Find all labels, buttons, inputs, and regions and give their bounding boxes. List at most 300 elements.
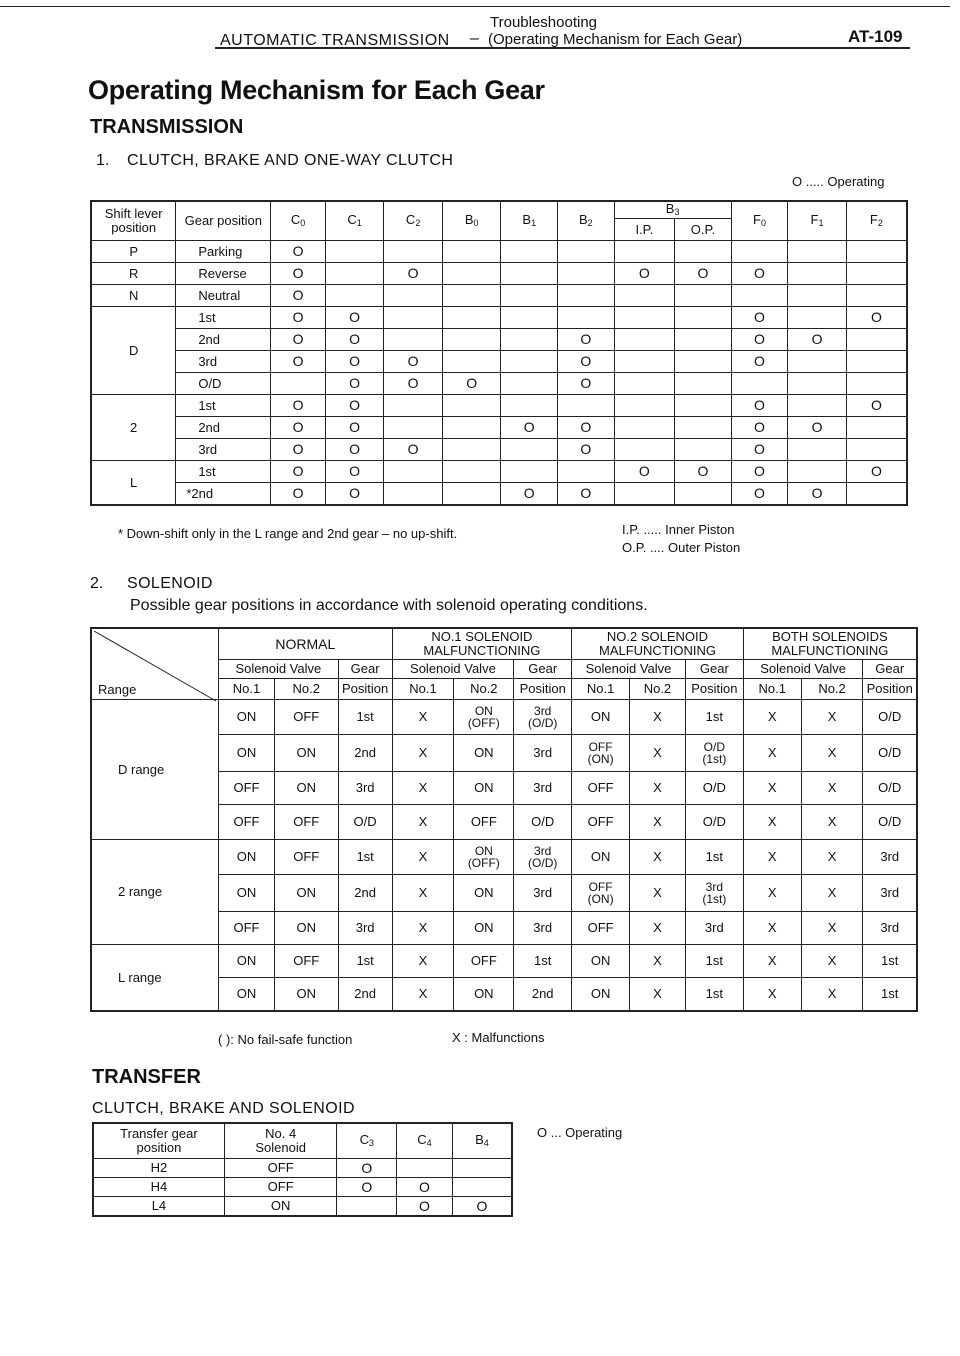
col-b4: $B_4$ bbox=[452, 1123, 512, 1159]
solenoid-cell bbox=[454, 840, 514, 875]
solenoid-cell: ON bbox=[572, 978, 630, 1012]
operating-cell: O bbox=[384, 351, 443, 373]
solenoid-cell: X bbox=[801, 875, 863, 912]
no2mal-no1: No.1 bbox=[572, 679, 630, 700]
solenoid-cell: ON bbox=[274, 875, 338, 912]
solenoid-cell: OFF bbox=[274, 945, 338, 978]
operating-cell bbox=[846, 285, 907, 307]
solenoid-table bbox=[90, 627, 918, 1012]
solenoid-cell: X bbox=[743, 700, 801, 735]
section2-title: SOLENOID bbox=[127, 575, 213, 592]
shift-lever-cell: 2 bbox=[91, 395, 176, 461]
solenoid-cell: X bbox=[630, 840, 686, 875]
operating-cell: O bbox=[675, 263, 732, 285]
section1-title: CLUTCH, BRAKE AND ONE-WAY CLUTCH bbox=[127, 152, 454, 169]
gear-position-cell: Neutral bbox=[176, 285, 271, 307]
solenoid-cell: ON bbox=[454, 912, 514, 945]
operating-cell bbox=[675, 439, 732, 461]
solenoid-cell: X bbox=[392, 875, 454, 912]
solenoid-cell: OFF bbox=[274, 805, 338, 840]
solenoid-cell: 3rd bbox=[863, 875, 917, 912]
stacked-value: ON (OFF) bbox=[467, 703, 500, 730]
solenoid-cell: X bbox=[743, 840, 801, 875]
solenoid-cell: X bbox=[801, 735, 863, 772]
bothmal-no1: No.1 bbox=[743, 679, 801, 700]
col-gear-position: Gear position bbox=[176, 201, 271, 241]
operating-cell: O bbox=[325, 329, 384, 351]
transfer-position-cell: L4 bbox=[93, 1197, 224, 1217]
operating-cell bbox=[442, 307, 501, 329]
operating-cell: O bbox=[325, 307, 384, 329]
range-cell: D range bbox=[91, 700, 219, 840]
operating-cell bbox=[558, 307, 615, 329]
solenoid-cell bbox=[454, 700, 514, 735]
solenoid-cell: ON bbox=[219, 945, 275, 978]
solenoid-cell: X bbox=[743, 978, 801, 1012]
note-failsafe: ( ): No fail-safe function bbox=[218, 1032, 353, 1047]
table-row bbox=[91, 373, 907, 395]
normal-header: NORMAL bbox=[219, 628, 393, 660]
stacked-value: 3rd (1st) bbox=[702, 879, 727, 906]
operating-cell bbox=[846, 373, 907, 395]
operating-cell bbox=[501, 241, 558, 263]
solenoid-cell: X bbox=[392, 945, 454, 978]
solenoid-cell: 2nd bbox=[338, 978, 392, 1012]
solenoid-cell: 1st bbox=[685, 945, 743, 978]
solenoid-cell: X bbox=[801, 978, 863, 1012]
solenoid-cell: ON bbox=[219, 978, 275, 1012]
bothmal-position: Position bbox=[863, 679, 917, 700]
col-b2: $B_2$ bbox=[558, 201, 615, 241]
col-shift-lever: Shift lever position bbox=[91, 201, 176, 241]
operating-cell: O bbox=[384, 373, 443, 395]
ip-note: I.P. ..... Inner Piston bbox=[622, 522, 735, 537]
solenoid-cell: X bbox=[392, 700, 454, 735]
operating-cell bbox=[846, 439, 907, 461]
operating-cell bbox=[846, 241, 907, 263]
operating-cell bbox=[614, 351, 675, 373]
solenoid-cell: ON bbox=[274, 912, 338, 945]
operating-cell bbox=[675, 395, 732, 417]
solenoid-cell: 1st bbox=[338, 700, 392, 735]
operating-cell: O bbox=[271, 395, 326, 417]
solenoid-cell: X bbox=[392, 912, 454, 945]
solenoid-cell: O/D bbox=[514, 805, 572, 840]
operating-cell bbox=[614, 395, 675, 417]
operating-cell bbox=[501, 285, 558, 307]
table-row bbox=[91, 439, 907, 461]
gear-position-cell: 3rd bbox=[176, 351, 271, 373]
operating-cell bbox=[325, 263, 384, 285]
stacked-value: 3rd (O/D) bbox=[528, 703, 558, 730]
operating-cell bbox=[442, 483, 501, 506]
operating-cell bbox=[846, 483, 907, 506]
col-c4: $C_4$ bbox=[397, 1123, 453, 1159]
operating-cell: O bbox=[614, 461, 675, 483]
solenoid-cell: X bbox=[801, 912, 863, 945]
operating-cell: O bbox=[558, 373, 615, 395]
operating-cell bbox=[846, 351, 907, 373]
header-sub-line1: Troubleshooting bbox=[490, 14, 598, 31]
table-row bbox=[93, 1197, 512, 1217]
operating-cell bbox=[384, 329, 443, 351]
solenoid-cell: 1st bbox=[863, 945, 917, 978]
operating-cell: O bbox=[271, 439, 326, 461]
solenoid-cell: ON bbox=[454, 875, 514, 912]
gear-position-cell: 1st bbox=[176, 307, 271, 329]
solenoid-cell: ON bbox=[219, 875, 275, 912]
operating-cell bbox=[384, 395, 443, 417]
operating-cell bbox=[501, 351, 558, 373]
operating-cell bbox=[788, 285, 847, 307]
operating-cell bbox=[452, 1159, 512, 1178]
no1mal-no2: No.2 bbox=[454, 679, 514, 700]
range-cell: 2 range bbox=[91, 840, 219, 945]
solenoid-cell: X bbox=[392, 840, 454, 875]
no2-sv-header: Solenoid Valve bbox=[572, 660, 686, 679]
solenoid-cell: X bbox=[392, 978, 454, 1012]
operating-cell: O bbox=[731, 307, 788, 329]
operating-cell: O bbox=[614, 263, 675, 285]
diagonal-line bbox=[92, 629, 218, 703]
operating-cell: O bbox=[397, 1197, 453, 1217]
shift-lever-cell: N bbox=[91, 285, 176, 307]
range-cell: L range bbox=[91, 945, 219, 1012]
operating-cell: O bbox=[788, 483, 847, 506]
shift-lever-cell: D bbox=[91, 307, 176, 395]
operating-cell bbox=[675, 285, 732, 307]
operating-cell: O bbox=[271, 307, 326, 329]
solenoid-state-cell: ON bbox=[224, 1197, 337, 1217]
solenoid-cell: 3rd bbox=[863, 912, 917, 945]
operating-cell bbox=[501, 373, 558, 395]
operating-cell: O bbox=[325, 373, 384, 395]
operating-cell: O bbox=[731, 483, 788, 506]
solenoid-cell: 1st bbox=[863, 978, 917, 1012]
section2-description: Possible gear positions in accordance with solenoid operating conditions. bbox=[130, 597, 648, 614]
solenoid-cell: X bbox=[630, 735, 686, 772]
operating-cell bbox=[614, 439, 675, 461]
operating-cell: O bbox=[558, 417, 615, 439]
operating-cell bbox=[614, 417, 675, 439]
solenoid-cell: OFF bbox=[572, 805, 630, 840]
shift-lever-cell: R bbox=[91, 263, 176, 285]
col-b3-op: O.P. bbox=[675, 219, 732, 241]
table-row bbox=[91, 417, 907, 439]
solenoid-cell: 1st bbox=[685, 978, 743, 1012]
operating-cell: O bbox=[675, 461, 732, 483]
operating-cell: O bbox=[731, 439, 788, 461]
solenoid-cell: OFF bbox=[274, 700, 338, 735]
no2-mal-header: NO.2 SOLENOID MALFUNCTIONING bbox=[572, 628, 744, 660]
operating-cell bbox=[675, 417, 732, 439]
solenoid-cell: OFF bbox=[454, 805, 514, 840]
operating-cell bbox=[397, 1159, 453, 1178]
operating-cell bbox=[501, 263, 558, 285]
note-malfunctions: X : Malfunctions bbox=[452, 1030, 545, 1045]
col-b0: $B_0$ bbox=[442, 201, 501, 241]
operating-cell bbox=[558, 241, 615, 263]
operating-cell bbox=[788, 461, 847, 483]
col-b3: $B_3$ bbox=[614, 201, 731, 219]
no2-gear-header: Gear bbox=[685, 660, 743, 679]
solenoid-cell: 2nd bbox=[338, 875, 392, 912]
operating-cell: O bbox=[271, 285, 326, 307]
solenoid-cell: X bbox=[630, 700, 686, 735]
operating-cell bbox=[325, 285, 384, 307]
table-row bbox=[91, 945, 917, 978]
solenoid-cell: X bbox=[743, 805, 801, 840]
solenoid-cell: 3rd bbox=[863, 840, 917, 875]
solenoid-cell: ON bbox=[572, 945, 630, 978]
solenoid-cell: X bbox=[630, 805, 686, 840]
operating-cell bbox=[558, 263, 615, 285]
operating-cell: O bbox=[271, 461, 326, 483]
operating-cell bbox=[614, 285, 675, 307]
solenoid-state-cell: OFF bbox=[224, 1159, 337, 1178]
header-rule-top bbox=[0, 6, 950, 7]
col-c3: $C_3$ bbox=[337, 1123, 397, 1159]
operating-cell bbox=[501, 307, 558, 329]
solenoid-cell: OFF bbox=[454, 945, 514, 978]
shift-lever-cell: P bbox=[91, 241, 176, 263]
solenoid-cell: 2nd bbox=[338, 735, 392, 772]
operating-cell: O bbox=[337, 1159, 397, 1178]
gear-position-cell: O/D bbox=[176, 373, 271, 395]
solenoid-cell: ON bbox=[274, 735, 338, 772]
solenoid-state-cell: OFF bbox=[224, 1178, 337, 1197]
normal-gear-header: Gear bbox=[338, 660, 392, 679]
solenoid-cell: ON bbox=[219, 700, 275, 735]
table-row bbox=[91, 395, 907, 417]
solenoid-cell bbox=[572, 735, 630, 772]
solenoid-cell: O/D bbox=[685, 805, 743, 840]
operating-cell bbox=[614, 307, 675, 329]
solenoid-cell: X bbox=[630, 875, 686, 912]
solenoid-cell: 1st bbox=[338, 840, 392, 875]
stacked-value: OFF (ON) bbox=[587, 739, 614, 766]
operating-cell bbox=[846, 263, 907, 285]
operating-cell bbox=[558, 461, 615, 483]
table-row bbox=[91, 307, 907, 329]
solenoid-cell: OFF bbox=[219, 912, 275, 945]
both-sv-header: Solenoid Valve bbox=[743, 660, 863, 679]
section2-number: 2. bbox=[90, 575, 104, 592]
operating-cell bbox=[788, 395, 847, 417]
solenoid-cell: X bbox=[630, 912, 686, 945]
col-c2: $C_2$ bbox=[384, 201, 443, 241]
operating-cell: O bbox=[558, 351, 615, 373]
operating-cell: O bbox=[325, 351, 384, 373]
transfer-position-cell: H2 bbox=[93, 1159, 224, 1178]
no2mal-no2: No.2 bbox=[630, 679, 686, 700]
range-header: Range bbox=[98, 682, 137, 698]
operating-cell: O bbox=[558, 439, 615, 461]
operating-cell: O bbox=[271, 329, 326, 351]
operating-cell: O bbox=[731, 329, 788, 351]
table-row bbox=[91, 263, 907, 285]
solenoid-cell: X bbox=[392, 805, 454, 840]
operating-cell: O bbox=[501, 483, 558, 506]
operating-cell: O bbox=[846, 461, 907, 483]
header-dash: – bbox=[470, 30, 479, 47]
solenoid-cell: ON bbox=[274, 978, 338, 1012]
solenoid-cell: ON bbox=[274, 772, 338, 805]
operating-cell bbox=[675, 351, 732, 373]
header-section: AUTOMATIC TRANSMISSION bbox=[220, 32, 450, 49]
gear-position-cell: 1st bbox=[176, 395, 271, 417]
col-b3-ip: I.P. bbox=[614, 219, 675, 241]
solenoid-cell: 3rd bbox=[514, 912, 572, 945]
header-sub-line2: (Operating Mechanism for Each Gear) bbox=[488, 31, 743, 48]
solenoid-cell: X bbox=[630, 978, 686, 1012]
page-number: AT-109 bbox=[848, 27, 903, 46]
operating-cell: O bbox=[325, 417, 384, 439]
operating-cell bbox=[442, 395, 501, 417]
table-row bbox=[93, 1159, 512, 1178]
operating-cell bbox=[442, 351, 501, 373]
operating-cell bbox=[384, 417, 443, 439]
operating-cell: O bbox=[325, 461, 384, 483]
both-gear-header: Gear bbox=[863, 660, 917, 679]
stacked-value: OFF (ON) bbox=[587, 879, 614, 906]
operating-cell: O bbox=[384, 263, 443, 285]
operating-cell: O bbox=[271, 351, 326, 373]
bothmal-no2: No.2 bbox=[801, 679, 863, 700]
solenoid-cell: X bbox=[630, 772, 686, 805]
solenoid-cell: OFF bbox=[219, 805, 275, 840]
solenoid-cell: 3rd bbox=[338, 772, 392, 805]
operating-cell bbox=[675, 307, 732, 329]
table-row bbox=[91, 285, 907, 307]
solenoid-cell: 3rd bbox=[514, 735, 572, 772]
operating-cell: O bbox=[731, 263, 788, 285]
operating-cell: O bbox=[384, 439, 443, 461]
no1-mal-header: NO.1 SOLENOID MALFUNCTIONING bbox=[392, 628, 572, 660]
solenoid-cell: ON bbox=[454, 978, 514, 1012]
gear-position-cell: Reverse bbox=[176, 263, 271, 285]
solenoid-cell: ON bbox=[454, 735, 514, 772]
operating-cell bbox=[442, 461, 501, 483]
operating-cell bbox=[614, 373, 675, 395]
col-b1: $B_1$ bbox=[501, 201, 558, 241]
stacked-value: ON (OFF) bbox=[467, 843, 500, 870]
operating-cell bbox=[325, 241, 384, 263]
solenoid-cell: OFF bbox=[572, 772, 630, 805]
gear-position-cell: 3rd bbox=[176, 439, 271, 461]
table-row bbox=[91, 840, 917, 875]
solenoid-cell: 1st bbox=[685, 840, 743, 875]
operating-cell: O bbox=[788, 329, 847, 351]
operating-cell bbox=[788, 351, 847, 373]
col-no4-solenoid: No. 4 Solenoid bbox=[224, 1123, 337, 1159]
operating-cell: O bbox=[731, 351, 788, 373]
page-title: Operating Mechanism for Each Gear bbox=[88, 75, 545, 105]
operating-cell: O bbox=[846, 395, 907, 417]
solenoid-cell: O/D bbox=[338, 805, 392, 840]
solenoid-cell: 1st bbox=[338, 945, 392, 978]
operating-cell bbox=[442, 439, 501, 461]
operating-cell bbox=[452, 1178, 512, 1197]
gear-position-cell: *2nd bbox=[176, 483, 271, 506]
transfer-subheading: CLUTCH, BRAKE AND SOLENOID bbox=[92, 1100, 355, 1117]
no2mal-position: Position bbox=[685, 679, 743, 700]
operating-cell: O bbox=[731, 461, 788, 483]
solenoid-cell: 3rd bbox=[685, 912, 743, 945]
transfer-heading: TRANSFER bbox=[92, 1066, 201, 1088]
operating-cell: O bbox=[452, 1197, 512, 1217]
operating-cell bbox=[442, 285, 501, 307]
table-row bbox=[91, 241, 907, 263]
operating-cell: O bbox=[325, 395, 384, 417]
table-row bbox=[91, 351, 907, 373]
solenoid-cell: O/D bbox=[863, 772, 917, 805]
operating-cell: O bbox=[271, 263, 326, 285]
solenoid-cell bbox=[572, 875, 630, 912]
operating-cell bbox=[788, 241, 847, 263]
col-c0: $C_0$ bbox=[271, 201, 326, 241]
stacked-value: O/D (1st) bbox=[702, 739, 727, 766]
table-row bbox=[91, 329, 907, 351]
no1-gear-header: Gear bbox=[514, 660, 572, 679]
solenoid-cell bbox=[685, 735, 743, 772]
col-c1: $C_1$ bbox=[325, 201, 384, 241]
no1mal-no1: No.1 bbox=[392, 679, 454, 700]
solenoid-cell: X bbox=[801, 840, 863, 875]
stacked-value: 3rd (O/D) bbox=[528, 843, 558, 870]
footnote-downshift: * Down-shift only in the L range and 2nd gear – no up-shift. bbox=[118, 526, 458, 541]
operating-cell bbox=[501, 461, 558, 483]
gear-position-cell: 2nd bbox=[176, 417, 271, 439]
operating-cell bbox=[614, 483, 675, 506]
table-row bbox=[93, 1178, 512, 1197]
operating-cell bbox=[788, 263, 847, 285]
operating-cell: O bbox=[397, 1178, 453, 1197]
operating-cell bbox=[501, 329, 558, 351]
operating-cell: O bbox=[731, 395, 788, 417]
both-mal-header: BOTH SOLENOIDS MALFUNCTIONING bbox=[743, 628, 917, 660]
operating-cell bbox=[614, 241, 675, 263]
operating-cell: O bbox=[271, 241, 326, 263]
solenoid-cell: X bbox=[743, 875, 801, 912]
solenoid-cell: X bbox=[743, 772, 801, 805]
solenoid-cell: 3rd bbox=[514, 772, 572, 805]
operating-cell bbox=[442, 263, 501, 285]
operating-cell: O bbox=[558, 329, 615, 351]
solenoid-cell: 1st bbox=[514, 945, 572, 978]
operating-cell: O bbox=[846, 307, 907, 329]
solenoid-cell: X bbox=[392, 772, 454, 805]
op-note: O.P. .... Outer Piston bbox=[622, 540, 741, 555]
operating-cell bbox=[558, 395, 615, 417]
solenoid-cell: O/D bbox=[685, 772, 743, 805]
shift-lever-cell: L bbox=[91, 461, 176, 506]
section1-number: 1. bbox=[96, 152, 110, 169]
transfer-position-cell: H4 bbox=[93, 1178, 224, 1197]
solenoid-cell: X bbox=[801, 700, 863, 735]
table-row bbox=[91, 461, 907, 483]
operating-cell bbox=[675, 241, 732, 263]
operating-cell bbox=[846, 417, 907, 439]
solenoid-cell: X bbox=[743, 912, 801, 945]
operating-cell bbox=[442, 241, 501, 263]
clutch-brake-table bbox=[90, 200, 908, 506]
solenoid-cell: X bbox=[801, 772, 863, 805]
normal-no1: No.1 bbox=[219, 679, 275, 700]
range-header-cell bbox=[91, 628, 219, 700]
operating-cell bbox=[788, 439, 847, 461]
solenoid-cell: ON bbox=[219, 840, 275, 875]
